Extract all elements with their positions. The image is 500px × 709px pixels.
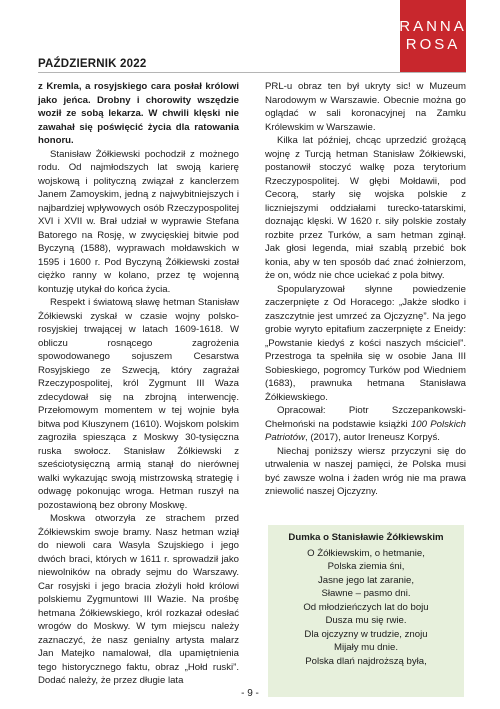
poem-line: Polska ziemia śni, [327, 561, 405, 572]
page-number: - 9 - [241, 688, 259, 699]
magazine-logo [400, 0, 466, 72]
right-column [265, 80, 466, 499]
poem-line: Jasne jego lat zaranie, [318, 574, 414, 586]
paragraph-poem-intro: Niechaj poniższy wiersz przyczyni się do utrwalenia w naszej pamięci, że Polska musi być zawsze wolna i żaden wróg nie ma prawa zniewolić naszej Ojczyzny. [265, 445, 466, 497]
paragraph-origins: Stanisław Żółkiewski pochodził z możnego rodu. Od najmłodszych lat swoją karierę wojskową i polityczną związał z kanclerzem Janem Zamoyskim, jedną z najwybitniejszych i najbardziej wpływowych osób Rzeczypospolitej XVI i XVII w. Brał udział w wyprawie Stefana Batorego na Rosję, w zwycięskiej bitwie pod Byczyną (1588), wyprawach mołdawskich w 1595 i 1600 r. Pod Byczyną Żółkiewski został ciężko ranny w kolano, przez tę wojenną kontuzję utykał do końca życia. [38, 148, 239, 295]
paragraph-credits [265, 404, 466, 445]
credits-book-title: 100 Polskich Patriotów [265, 418, 466, 443]
logo-line-rosa: ROSA [405, 36, 461, 53]
paragraph-war: Respekt i światową sławę hetman Stanisław Żółkiewski zyskał w czasie wojny polsko-rosyjskiej trwającej w latach 1609-1618. W obliczu rosnącego zagrożenia spowodowanego sojuszem Cesarstwa Rosyjskiego ze Szwecją, który zagrażał Rzeczypospolitej, król Zygmunt III Waza zdecydował się na zbrojną interwencję. Przełomowym momentem w tej wojnie była bitwa pod Kłuszynem (1610). Wojskom polskim zagroziła spiesząca z Moskwy 30-tysięczna ruska swołocz. Stanisław Żółkiewski z sześciotysięczną armią stanął do nierównej walki wykazując swoją mistrzowską strategię i odwagę pokonując wroga. Hetman ruszył na pozostawioną bez obrony Moskwę. [38, 297, 239, 511]
logo-line-ranna: RANNA [399, 18, 467, 35]
poem-title: Dumka o Stanisławie Żółkiewskim [288, 532, 444, 543]
poem-line: O Żółkiewskim, o hetmanie, [307, 547, 425, 559]
poem-line: Sławne – pasmo dni. [321, 588, 411, 599]
left-column [38, 80, 239, 688]
poem-line: Dla ojczyzny w trudzie, znoju [304, 628, 428, 640]
issue-month: PAŹDZIERNIK 2022 [38, 58, 147, 70]
credits-prefix: Opracował: Piotr Szczepankowski-Chełmoński na podstawie książki [265, 405, 466, 430]
paragraph-cecora: Kilka lat później, chcąc uprzedzić grożącą wojnę z Turcją hetman Stanisław Żółkiewski, postanowił stoczyć walkę poza terytorium Rzeczypospolitej. W głębi Mołdawii, pod Cecorą, starły się wojska polskie z liczniejszymi oddziałami turecko-tatarskimi, doznając klęski. W 1620 r. siły polskie zostały rozbite przez Turków, a sam hetman zginął. Jak głosi legenda, miał szablą przebić bok konia, aby w ten sposób dać znać żołnierzom, że on, wódz nie chce uciekać z pola bitwy. [265, 135, 466, 281]
paragraph-moscow: Moskwa otworzyła ze strachem przed Żółkiewskim swoje bramy. Nasz hetman wziął do niewoli cara Wasyla Szujskiego i jego dwóch braci, których w 1611 r. sprowadził jako niewolników na obrady sejmu do Warszawy. Car rosyjski i jego bracia złożyli hołd królowi polskiemu Zygmuntowi III Wazie. Na prośbę hetmana Żółkiewskiego, król rozkazał odesłać wrogów do Moskwy. W tym miejscu należy zaznaczyć, że nasz genialny artysta malarz Jan Matejko namalował, dla upamiętnienia tego historycznego faktu, obraz „Hołd ruski”. Dodać należy, że przez długie lata [38, 513, 239, 686]
poem-box [268, 525, 464, 697]
lead-paragraph: z Kremla, a rosyjskiego cara posłał królowi jako jeńca. Drobny i chorowity wszędzie woził ze sobą lekarza. W chwili klęski nie zawahał się poświęcić życia dla ratowania honoru. [38, 81, 239, 146]
paragraph-painting: PRL-u obraz ten był ukryty sic! w Muzeum Narodowym w Warszawie. Obecnie można go oglądać w sali koronacyjnej na Zamku Królewskim w Warszawie. [265, 81, 466, 133]
paragraph-epitaph: Spopularyzował słynne powiedzenie zaczerpnięte z Od Horacego: „Jakże słodko i zaszczytnie jest umrzeć za Ojczyznę”. Na jego grobie wyryto epitafium zaczerpnięte z Eneidy: „Powstanie kiedyś z kości naszych mściciel”. Przestroga ta spełniła się w osobie Jana III Sobieskiego, pogromcy Turków pod Wiedniem (1683), prawnuka hetmana Stanisława Żółkiewskiego. [265, 283, 466, 403]
poem-line: Mijały mu dnie. [334, 642, 398, 653]
poem-line: Od młodzieńczych lat do boju [303, 601, 429, 613]
header-divider [38, 72, 466, 73]
poem-line: Dusza mu się rwie. [325, 615, 407, 626]
poem-line: Polska dlań najdroższą była, [305, 655, 427, 667]
credits-suffix: , (2017), autor Ireneusz Korpyś. [305, 432, 440, 443]
